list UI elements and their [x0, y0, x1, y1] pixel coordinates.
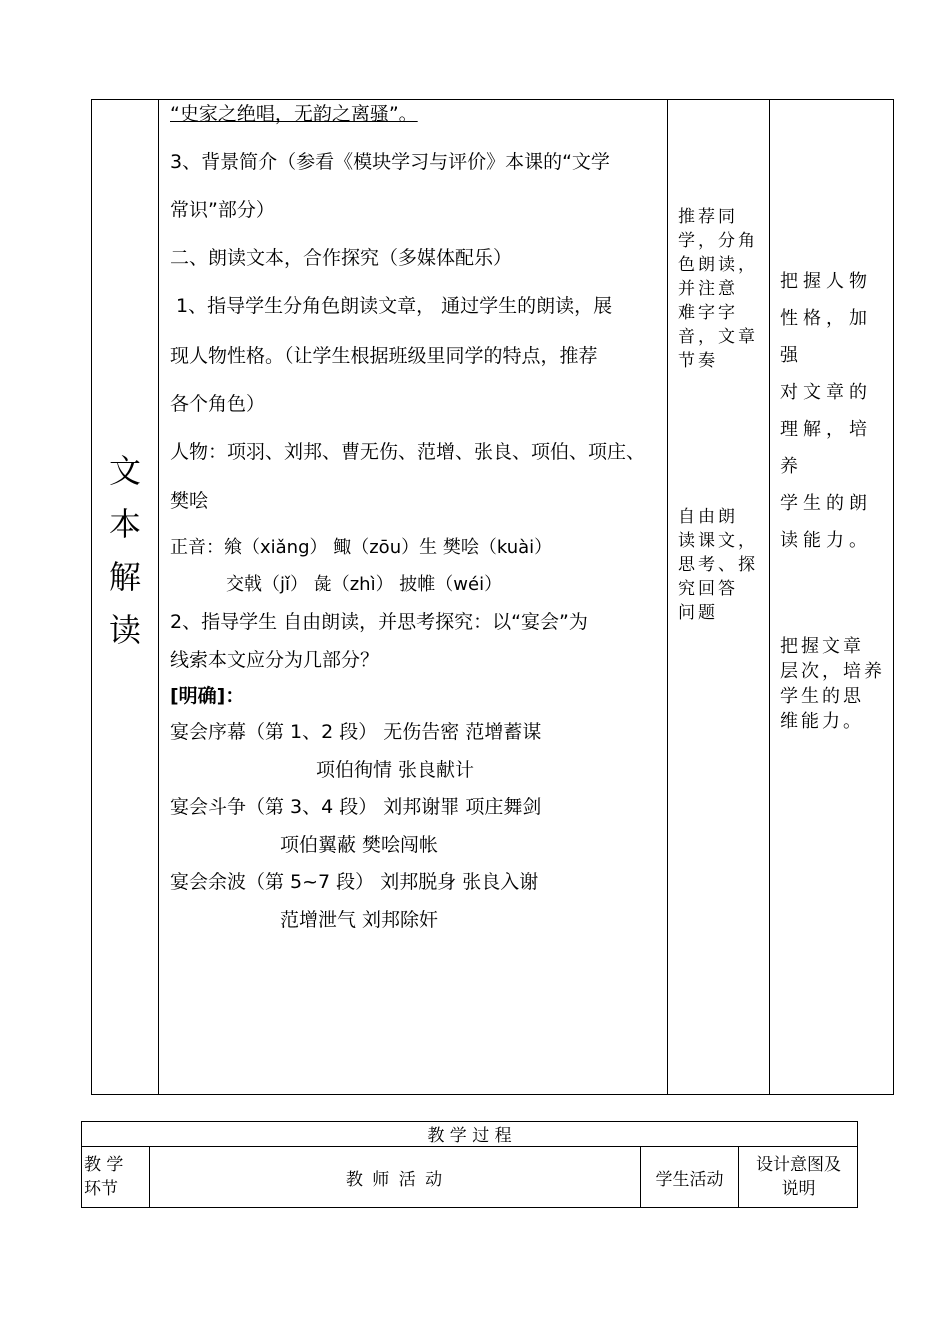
process-title: 教 学 过 程 — [427, 1126, 512, 1146]
header-teacher-activity: 教 师 活 动 — [345, 1169, 445, 1190]
text-line: 1、指导学生分角色朗读文章， 通过学生的朗读，展 — [176, 295, 613, 317]
text-line: 线索本文应分为几部分？ — [170, 649, 380, 671]
header-stage: 教 学 环节 — [84, 1155, 124, 1199]
section-label-char: 解 — [108, 558, 141, 596]
text-line: 3、背景简介（参看《模块学习与评价》本课的“文学 — [170, 151, 610, 173]
text-line: 2、指导学生 自由朗读，并思考探究：以“宴会”为 — [170, 611, 588, 633]
text-line: 现人物性格。（让学生根据班级里同学的特点，推荐 — [170, 345, 598, 367]
section-label-char: 本 — [108, 505, 141, 543]
text-line: 常识”部分） — [170, 199, 275, 221]
answer-heading: [明确]： — [170, 685, 245, 707]
section-label-char: 文 — [108, 452, 141, 490]
pronunciation-line: 交戟（jǐ） 彘（zhì） 披帷（wéi） — [226, 574, 503, 595]
text-line: 宴会斗争（第 3、4 段） 刘邦谢罪 项庄舞剑 — [170, 796, 542, 818]
header-design-intent: 设计意图及 说明 — [756, 1155, 841, 1199]
column-divider — [667, 99, 668, 1095]
text-line: 项伯翼蔽 樊哙闯帐 — [280, 834, 439, 856]
text-line: 范增泄气 刘邦除奸 — [280, 909, 439, 931]
text-line: 各个角色） — [170, 393, 266, 415]
design-intent-1: 把握人物 性格，加强 对文章的 理解，培养 学生的朗 读能力。 — [780, 271, 872, 551]
section-label-char: 读 — [108, 611, 141, 649]
text-line: 宴会序幕（第 1、2 段） 无伤告密 范增蓄谋 — [170, 721, 542, 743]
column-divider — [158, 99, 159, 1095]
text-line: 二、朗读文本，合作探究（多媒体配乐） — [170, 247, 513, 269]
column-divider — [769, 99, 770, 1095]
student-activity-2: 自由朗 读课文， 思考、探 究回答 问题 — [678, 507, 758, 623]
text-line: 樊哙 — [170, 490, 209, 512]
pronunciation-line: 正音：飨（xiǎng） 鲰（zōu）生 樊哙（kuài） — [170, 537, 553, 558]
student-activity-1: 推荐同 学，分角 色朗读， 并注意 难字字 音，文章 节奏 — [678, 207, 758, 371]
design-intent-2: 把握文章 层次，培养 学生的思 维能力。 — [780, 636, 885, 732]
text-line: 项伯徇情 张良献计 — [316, 759, 475, 781]
text-line: 宴会余波（第 5~7 段） 刘邦脱身 张良入谢 — [170, 871, 539, 893]
text-line: 人物：项羽、刘邦、曹无伤、范增、张良、项伯、项庄、 — [170, 441, 646, 463]
text-line: “史家之绝唱，无韵之离骚”。 — [170, 103, 418, 125]
header-student-activity: 学生活动 — [655, 1169, 724, 1190]
